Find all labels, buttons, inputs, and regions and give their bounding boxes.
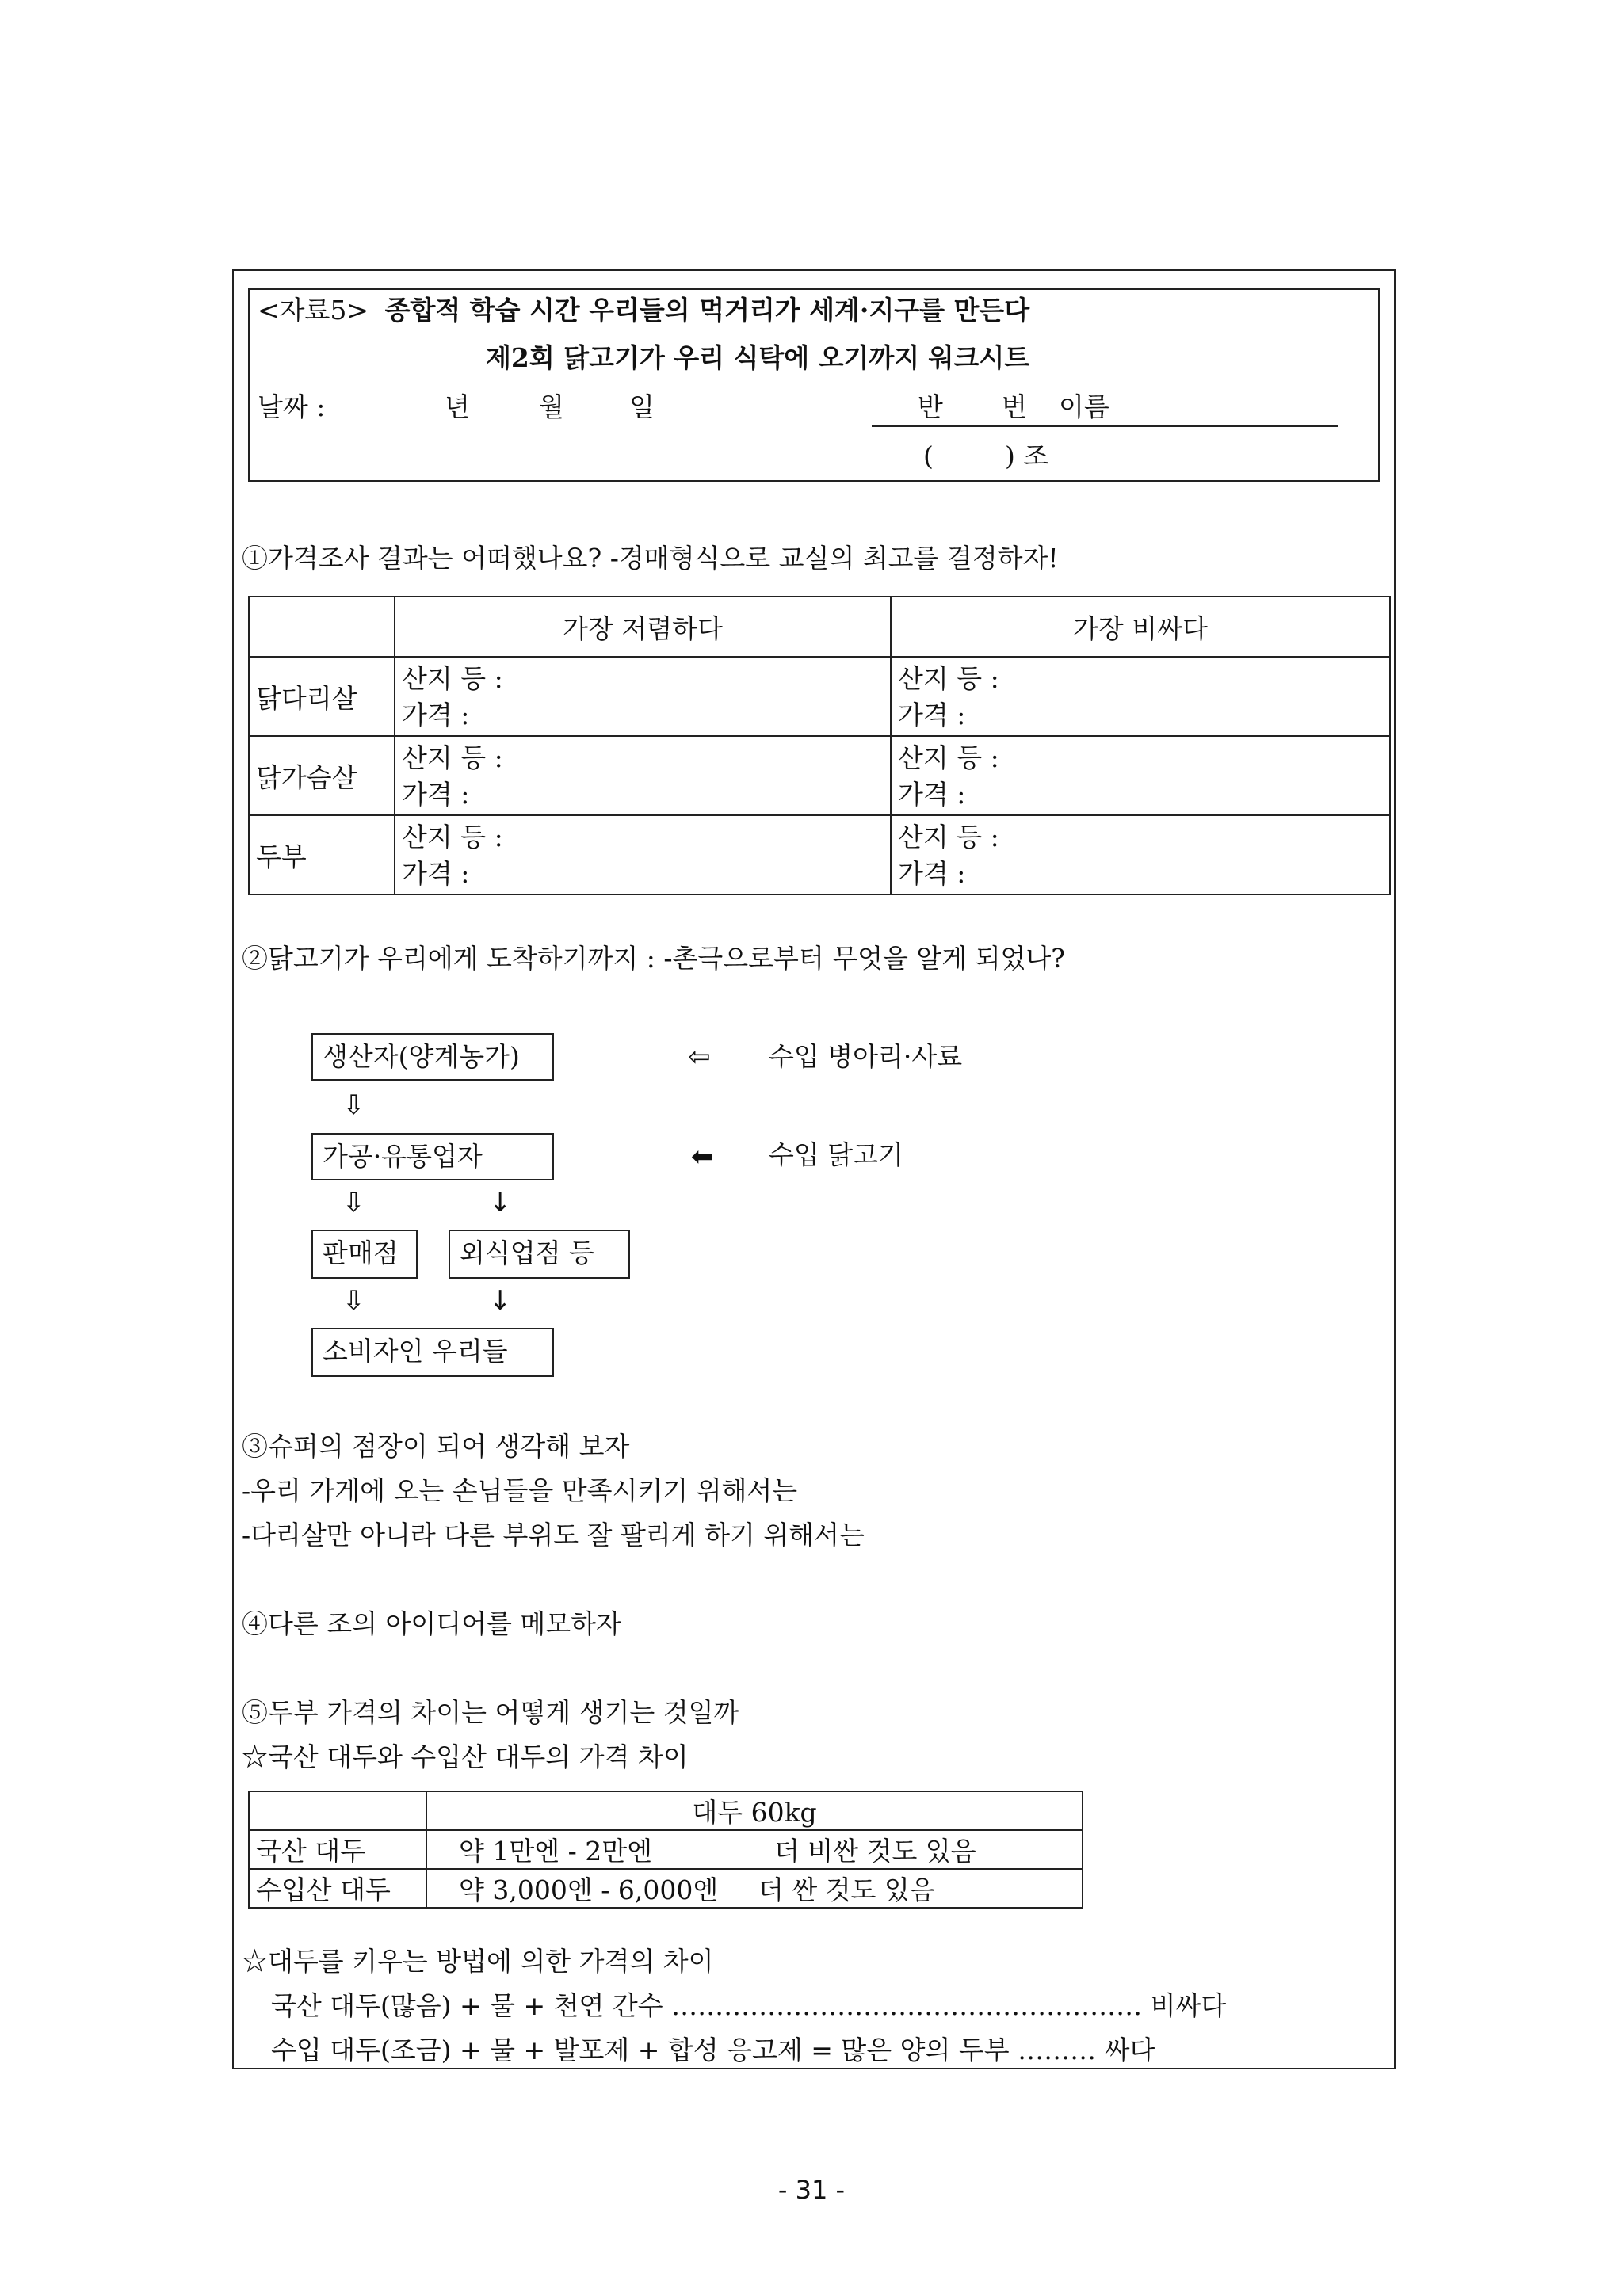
header-title: 종합적 학습 시간 우리들의 먹거리가 세계·지구를 만든다 [384, 295, 1030, 326]
question-3-line-2: -다리살만 아니라 다른 부위도 잘 팔리게 하기 위해서는 [242, 1520, 865, 1550]
question-1: ①가격조사 결과는 어떠했나요? -경매형식으로 교실의 최고를 결정하자! [242, 543, 1059, 574]
worksheet-title: 제2회 닭고기가 우리 식탁에 오기까지 워크시트 [486, 342, 1030, 373]
header-most-expensive: 가장 비싸다 [891, 597, 1390, 657]
producer-box: 생산자(양계농가) [311, 1033, 554, 1081]
question-4: ④다른 조의 아이디어를 메모하자 [242, 1608, 621, 1639]
year-label: 년 [445, 391, 470, 422]
header-cheapest: 가장 저렴하다 [395, 597, 891, 657]
price-field: 가격 : [402, 779, 470, 810]
table-header-row [249, 597, 1390, 657]
origin-field: 산지 등 : [898, 822, 999, 852]
method-imported: 수입 대두(조금) + 물 + 발포제 + 합성 응고제 = 많은 양의 두부 ……… 싸다 [271, 2035, 1155, 2065]
row-label: 국산 대두 [249, 1830, 426, 1869]
corner-cell [249, 597, 395, 657]
corner-cell [249, 1791, 426, 1830]
soybean-price-table [248, 1791, 1083, 1909]
page-number: - 31 - [777, 2175, 846, 2205]
price-field: 가격 : [402, 858, 470, 889]
origin-field: 산지 등 : [898, 663, 999, 694]
consumer-box: 소비자인 우리들 [311, 1328, 554, 1377]
question-5-sub-2: ☆대두를 키우는 방법에 의한 가격의 차이 [242, 1946, 714, 1977]
price-field: 가격 : [402, 700, 470, 730]
hollow-left-arrow-icon: ⇦ [688, 1041, 711, 1073]
question-5: ⑤두부 가격의 차이는 어떻게 생기는 것일까 [242, 1697, 739, 1728]
solid-left-arrow-icon: ⬅ [691, 1141, 714, 1173]
price-range [426, 1830, 1083, 1869]
question-3-line-1: -우리 가게에 오는 손님들을 만족시키기 위해서는 [242, 1475, 798, 1506]
table-header-row [249, 1791, 1083, 1830]
table-row [249, 1830, 1083, 1869]
price-note: 더 비싼 것도 있음 [774, 1836, 976, 1867]
question-2: ②닭고기가 우리에게 도착하기까지 : -촌극으로부터 무엇을 알게 되었나? [242, 943, 1065, 974]
header-line1 [258, 295, 1029, 326]
price-field: 가격 : [898, 858, 966, 889]
question-3: ③슈퍼의 점장이 되어 생각해 보자 [242, 1431, 630, 1462]
material-label: <자료5> [258, 295, 369, 326]
table-row [249, 815, 1390, 894]
origin-field: 산지 등 : [898, 742, 999, 773]
price-range-value: 약 3,000엔 - 6,000엔 [459, 1875, 719, 1905]
row-label: 닭가슴살 [249, 736, 395, 815]
hollow-down-arrow-icon: ⇩ [342, 1089, 365, 1121]
origin-field: 산지 등 : [402, 663, 503, 694]
thin-down-arrow-icon: ↓ [489, 1187, 512, 1219]
group-open: ( [923, 441, 934, 471]
table-row [249, 736, 1390, 815]
row-label: 닭다리살 [249, 657, 395, 736]
import-chicken-label: 수입 닭고기 [769, 1139, 903, 1170]
restaurant-box: 외식업점 등 [449, 1230, 630, 1279]
month-label: 월 [539, 391, 564, 422]
name-underline [872, 425, 1338, 427]
row-label: 수입산 대두 [249, 1869, 426, 1908]
processor-box: 가공·유통업자 [311, 1133, 554, 1180]
import-feed-label: 수입 병아리·사료 [769, 1041, 963, 1072]
store-box: 판매점 [311, 1230, 418, 1279]
table-row [249, 1869, 1083, 1908]
method-domestic: 국산 대두(많음) + 물 + 천연 간수 ……………………………………………… 비싸다 [271, 1990, 1227, 2021]
table-row [249, 657, 1390, 736]
soybean-60kg-header: 대두 60kg [426, 1791, 1083, 1830]
class-label: 반 [918, 391, 943, 422]
price-range-value: 약 1만엔 - 2만엔 [459, 1836, 653, 1867]
hollow-down-arrow-icon: ⇩ [342, 1285, 365, 1317]
row-label: 두부 [249, 815, 395, 894]
hollow-down-arrow-icon: ⇩ [342, 1187, 365, 1219]
thin-down-arrow-icon: ↓ [489, 1285, 512, 1317]
name-label: 이름 [1059, 391, 1109, 422]
group-close: ) 조 [1005, 441, 1049, 471]
price-survey-table [248, 596, 1391, 895]
price-range [426, 1869, 1083, 1908]
day-label: 일 [629, 391, 655, 422]
date-label: 날짜 : [258, 391, 326, 422]
number-label: 번 [1002, 391, 1027, 422]
origin-field: 산지 등 : [402, 822, 503, 852]
origin-field: 산지 등 : [402, 742, 503, 773]
price-field: 가격 : [898, 700, 966, 730]
price-note: 더 싼 것도 있음 [758, 1875, 935, 1905]
question-5-sub-1: ☆국산 대두와 수입산 대두의 가격 차이 [242, 1741, 689, 1772]
price-field: 가격 : [898, 779, 966, 810]
